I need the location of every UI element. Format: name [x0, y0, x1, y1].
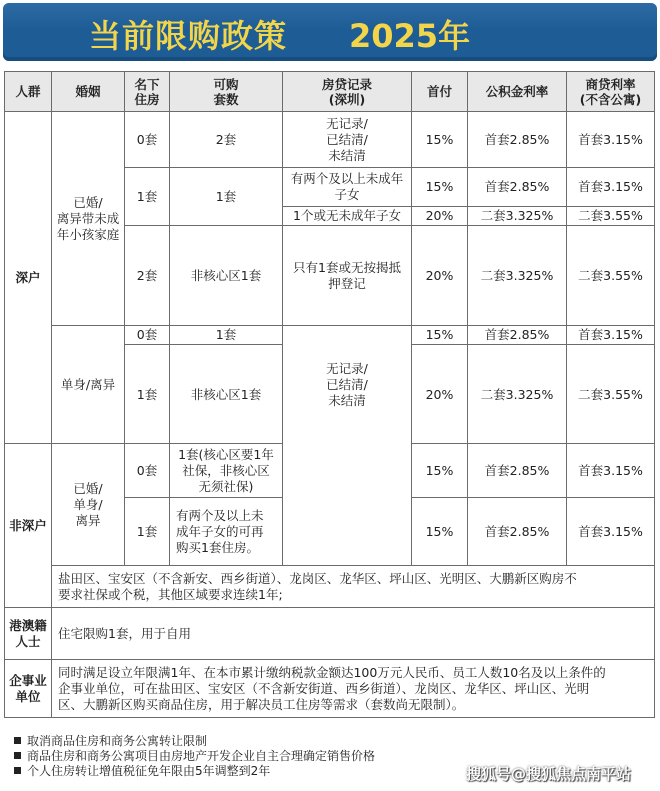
quota-cell: 非核心区1套 — [170, 226, 283, 326]
fund-cell: 二套3.325% — [468, 226, 567, 326]
policy-table-lower — [4, 443, 655, 718]
note-text: 商品住房和商务公寓项目由房地产开发企业自主合理确定销售价格 — [27, 749, 376, 763]
table-row — [5, 112, 655, 168]
comm-cell: 二套3.55% — [567, 207, 655, 226]
header-owned — [125, 72, 170, 112]
marital-shenhu-married-text: 已婚/ 离异带未成 年小孩家庭 — [56, 194, 120, 242]
down-cell: 15% — [412, 112, 468, 168]
table-row — [5, 608, 655, 660]
owned-cell: 2套 — [125, 226, 170, 326]
table-row — [5, 566, 655, 608]
header-loan — [283, 72, 412, 112]
table-row — [5, 660, 655, 718]
loan-cell — [283, 168, 412, 207]
banner-title: 当前限购政策 — [89, 17, 288, 55]
header-comm-text: 商贷利率 (不含公寓) — [579, 76, 642, 107]
marital-feishenhu-text: 已婚/ 单身/ 离异 — [73, 480, 103, 528]
loan-cell-text: 有两个及以上未成年 子女 — [290, 171, 404, 202]
header-quota — [170, 72, 283, 112]
note-text: 个人住房转让增值税征免年限由5年调整到2年 — [27, 764, 271, 778]
marital-feishenhu — [52, 444, 125, 566]
header-loan-text: 房贷记录 (深圳) — [321, 76, 372, 107]
quota-cell: 1套 — [170, 168, 283, 226]
group-enterprise-text: 企事业 单位 — [9, 672, 47, 704]
loan-shared-text: 无记录/ 已结清/ 未结清 — [326, 361, 368, 409]
loan-cell — [283, 226, 412, 326]
owned-cell: 1套 — [125, 168, 170, 226]
fund-cell: 首套2.85% — [468, 112, 567, 168]
quota-cell: 非核心区1套 — [170, 345, 283, 445]
square-bullet-icon — [14, 737, 21, 744]
fund-cell: 二套3.325% — [468, 207, 567, 226]
down-cell: 15% — [412, 498, 468, 566]
owned-cell: 0套 — [125, 326, 170, 345]
fund-cell: 首套2.85% — [468, 444, 567, 498]
table-row — [5, 326, 655, 345]
policy-notes — [14, 734, 375, 779]
comm-cell: 二套3.55% — [567, 226, 655, 326]
header-owned-text: 名下 住房 — [134, 76, 160, 107]
group-feishenhu-label: 非深户 — [5, 444, 52, 608]
loan-cell-text: 无记录/ 已结清/ 未结清 — [326, 115, 368, 163]
marital-shenhu-married — [52, 112, 125, 326]
note-item — [14, 749, 375, 764]
down-cell: 20% — [412, 207, 468, 226]
group-hkmt-text: 港澳籍 人士 — [9, 617, 47, 649]
header-group: 人群 — [5, 72, 52, 112]
note-text: 取消商品住房和商务公寓转让限制 — [27, 734, 208, 748]
policy-table — [4, 71, 655, 445]
comm-cell: 首套3.15% — [567, 444, 655, 498]
fund-cell: 首套2.85% — [468, 498, 567, 566]
quota-cell — [170, 498, 283, 566]
loan-cell-text: 只有1套或无按揭抵 押登记 — [293, 259, 401, 291]
down-cell: 15% — [412, 326, 468, 345]
down-cell: 15% — [412, 444, 468, 498]
group-hkmt — [5, 608, 52, 660]
fund-cell: 二套3.325% — [468, 345, 567, 445]
comm-cell: 首套3.15% — [567, 498, 655, 566]
note-item — [14, 734, 375, 749]
watermark: 搜狐号@搜狐焦点南平站 — [466, 765, 632, 783]
note-item — [14, 764, 375, 779]
hkmt-text: 住宅限购1套，用于自用 — [52, 608, 655, 660]
quota-cell: 1套 — [170, 326, 283, 345]
down-cell: 20% — [412, 226, 468, 326]
square-bullet-icon — [14, 752, 21, 759]
header-fund: 公积金利率 — [468, 72, 567, 112]
marital-shenhu-single: 单身/离异 — [52, 326, 125, 445]
header-down: 首付 — [412, 72, 468, 112]
group-enterprise — [5, 660, 52, 718]
enterprise-text — [52, 660, 655, 718]
square-bullet-icon — [14, 767, 21, 774]
quota-cell-text: 1套(核心区要1年 社保，非核心区 无须社保) — [178, 446, 274, 494]
comm-cell: 二套3.55% — [567, 345, 655, 445]
down-cell: 20% — [412, 345, 468, 445]
feishenhu-note-text: 盐田区、宝安区（不含新安、西乡街道）、龙岗区、龙华区、坪山区、光明区、大鹏新区购房不 要求社保或个税，其他区域要求连续1年; — [58, 570, 577, 602]
fund-cell: 首套2.85% — [468, 326, 567, 345]
owned-cell: 0套 — [125, 444, 170, 498]
feishenhu-note — [52, 566, 655, 608]
loan-cell — [283, 112, 412, 168]
loan-shared-cell — [283, 326, 412, 445]
comm-cell: 首套3.15% — [567, 326, 655, 345]
comm-cell: 首套3.15% — [567, 168, 655, 207]
loan-continued-cell — [283, 444, 412, 566]
fund-cell: 首套2.85% — [468, 168, 567, 207]
table-row — [5, 444, 655, 498]
header-row — [5, 72, 655, 112]
loan-cell: 1个或无未成年子女 — [283, 207, 412, 226]
quota-cell — [170, 444, 283, 498]
banner-year: 2025年 — [349, 17, 471, 55]
quota-cell: 2套 — [170, 112, 283, 168]
down-cell: 15% — [412, 168, 468, 207]
owned-cell: 0套 — [125, 112, 170, 168]
group-shenhu: 深户 — [5, 112, 52, 445]
title-banner — [3, 3, 657, 61]
header-comm — [567, 72, 655, 112]
owned-cell: 1套 — [125, 345, 170, 445]
header-marital: 婚姻 — [52, 72, 125, 112]
comm-cell: 首套3.15% — [567, 112, 655, 168]
quota-cell-text: 有两个及以上未 成年子女的可再 购买1套住房。 — [176, 507, 264, 555]
enterprise-text-body: 同时满足设立年限满1年、在本市累计缴纳税款金额达100万元人民币、员工人数10名及以上条件的 企事业单位，可在盐田区、宝安区（不含新安街道、西乡街道）、龙岗区、龙华区、坪山区、光明 区、大鹏新区购买商品住房，用于解决员工住房等需求（套数尚无限制）。 — [58, 664, 606, 712]
header-quota-text: 可购 套数 — [213, 76, 239, 107]
owned-cell: 1套 — [125, 498, 170, 566]
